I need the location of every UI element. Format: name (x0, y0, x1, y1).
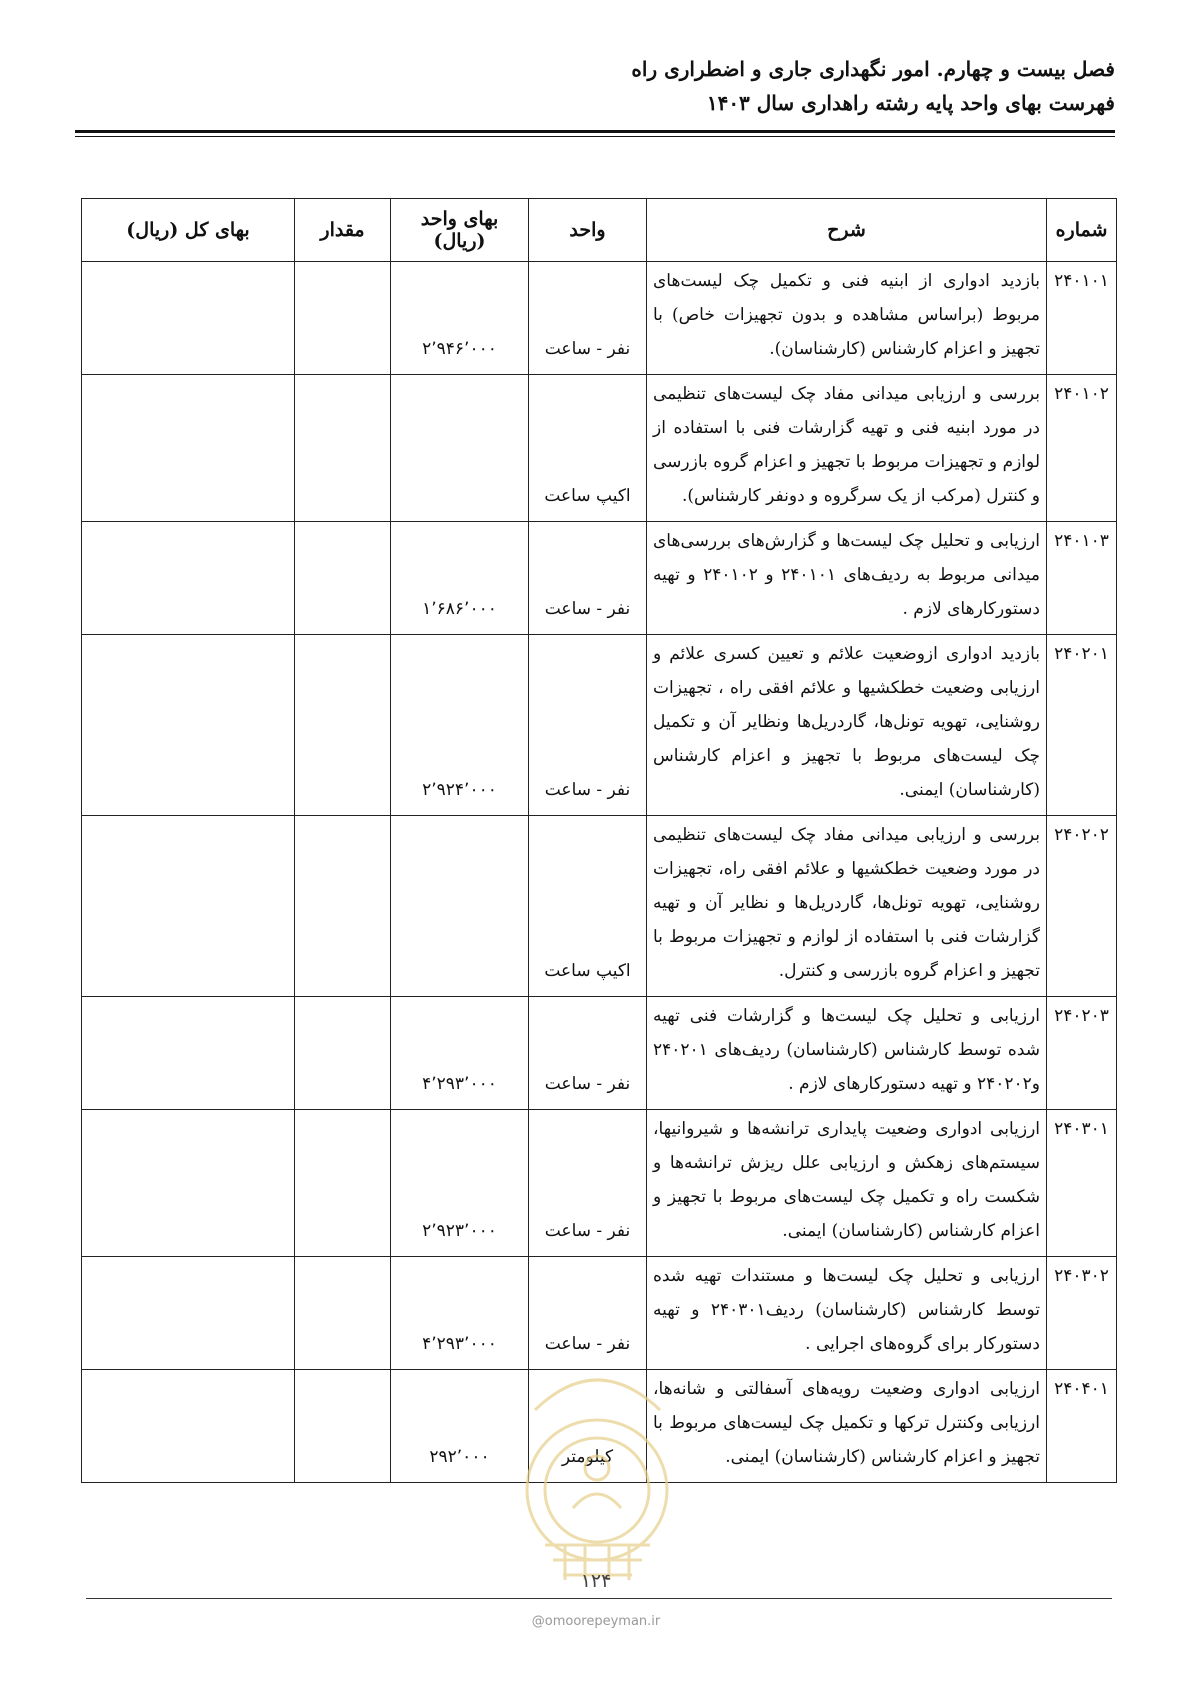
row-description: ارزیابی ادواری وضعیت پایداری ترانشه‌ها و شیروانیها، سیستم‌های زهکش و ارزیابی علل ریزش ترانشه‌ها و شکست راه و تکمیل چک لیست‌های مربوط با تجهیز و اعزام کارشناس (کارشناسان) ایمنی. (647, 1110, 1047, 1257)
page-header (75, 52, 1115, 120)
column-header-unit: واحد (529, 199, 647, 262)
table-row (82, 816, 1117, 997)
row-description: ارزیابی ادواری وضعیت رویه‌های آسفالتی و شانه‌ها، ارزیابی وکنترل ترکها و تکمیل چک لیست‌های مربوط با تجهیز و اعزام کارشناس (کارشناسان) ایمنی. (647, 1370, 1047, 1483)
row-total-price (82, 262, 295, 375)
row-number: ۲۴۰۴۰۱ (1047, 1370, 1117, 1483)
row-number: ۲۴۰۲۰۱ (1047, 635, 1117, 816)
row-unit-price: ۴٬۲۹۳٬۰۰۰ (391, 1257, 529, 1370)
row-unit: نفر - ساعت (529, 262, 647, 375)
price-list-table (81, 198, 1117, 1483)
header-rule-thin (75, 136, 1115, 137)
page-number: ۱۲۴ (580, 1570, 612, 1592)
row-description: ارزیابی و تحلیل چک لیست‌ها و مستندات تهیه شده توسط کارشناس (کارشناسان) ردیف۲۴۰۳۰۱ و تهیه دستورکار برای گروه‌های اجرایی . (647, 1257, 1047, 1370)
row-quantity (295, 522, 391, 635)
row-number: ۲۴۰۱۰۱ (1047, 262, 1117, 375)
row-number: ۲۴۰۳۰۲ (1047, 1257, 1117, 1370)
watermark-seal-icon (505, 1340, 690, 1600)
row-total-price (82, 997, 295, 1110)
row-description: بازدید ادواری از ابنیه فنی و تکمیل چک لیست‌های مربوط (براساس مشاهده و بدون تجهیزات خاص) با تجهیز و اعزام کارشناس (کارشناسان). (647, 262, 1047, 375)
row-unit: نفر - ساعت (529, 635, 647, 816)
row-quantity (295, 816, 391, 997)
row-quantity (295, 1370, 391, 1483)
row-unit: نفر - ساعت (529, 997, 647, 1110)
table-row (82, 375, 1117, 522)
column-header-description: شرح (647, 199, 1047, 262)
row-total-price (82, 375, 295, 522)
row-unit: نفر - ساعت (529, 1257, 647, 1370)
table-header-row (82, 199, 1117, 262)
row-unit-price: ۲٬۹۲۳٬۰۰۰ (391, 1110, 529, 1257)
table-row (82, 997, 1117, 1110)
row-description: ارزیابی و تحلیل چک لیست‌ها و گزارشات فنی تهیه شده توسط کارشناس (کارشناسان) ردیف‌های ۲۴۰۲۰۱ و۲۴۰۲۰۲ و تهیه دستورکارهای لازم . (647, 997, 1047, 1110)
row-unit: اکیپ ساعت (529, 375, 647, 522)
column-header-number: شماره (1047, 199, 1117, 262)
row-total-price (82, 1257, 295, 1370)
row-total-price (82, 1370, 295, 1483)
row-quantity (295, 375, 391, 522)
row-total-price (82, 635, 295, 816)
table-row (82, 1110, 1117, 1257)
website-watermark: @omoorepeyman.ir (531, 1614, 661, 1629)
header-rule-thick (75, 130, 1115, 133)
row-unit: اکیپ ساعت (529, 816, 647, 997)
row-description: بررسی و ارزیابی میدانی مفاد چک لیست‌های تنظیمی در مورد ابنیه فنی و تهیه گزارشات فنی با استفاده از لوازم و تجهیزات مربوط با تجهیز و اعزام گروه بازرسی و کنترل (مرکب از یک سرگروه و دونفر کارشناس). (647, 375, 1047, 522)
row-unit: کیلومتر (529, 1370, 647, 1483)
row-description: بازدید ادواری ازوضعیت علائم و تعیین کسری علائم و ارزیابی وضعیت خطکشیها و علائم افقی راه ، تجهیزات روشنایی، تهویه تونل‌ها، گاردریل‌ها ونظایر آن و تکمیل چک لیست‌های مربوط با تجهیز و اعزام کارشناس (کارشناسان) ایمنی. (647, 635, 1047, 816)
row-unit-price (391, 816, 529, 997)
row-description: بررسی و ارزیابی میدانی مفاد چک لیست‌های تنظیمی در مورد وضعیت خطکشیها و علائم افقی راه، تجهیزات روشنایی، تهویه تونل‌ها، گاردریل‌ها و نظایر آن و تهیه گزارشات فنی با استفاده از لوازم و تجهیزات مربوط با تجهیز و اعزام گروه بازرسی و کنترل. (647, 816, 1047, 997)
row-quantity (295, 635, 391, 816)
row-number: ۲۴۰۲۰۲ (1047, 816, 1117, 997)
row-quantity (295, 1257, 391, 1370)
row-quantity (295, 997, 391, 1110)
row-unit: نفر - ساعت (529, 522, 647, 635)
row-total-price (82, 522, 295, 635)
row-unit-price: ۲۹۲٬۰۰۰ (391, 1370, 529, 1483)
document-subtitle: فهرست بهای واحد پایه رشته راهداری سال ۱۴۰۳ (706, 91, 1115, 115)
table-row (82, 522, 1117, 635)
row-number: ۲۴۰۱۰۳ (1047, 522, 1117, 635)
row-quantity (295, 1110, 391, 1257)
row-unit-price: ۱٬۶۸۶٬۰۰۰ (391, 522, 529, 635)
chapter-title: فصل بیست و چهارم. امور نگهداری جاری و اضطراری راه (631, 57, 1115, 81)
row-unit-price: ۲٬۹۲۴٬۰۰۰ (391, 635, 529, 816)
column-header-quantity: مقدار (295, 199, 391, 262)
footer-rule (86, 1598, 1112, 1599)
column-header-unit-price: بهای واحد (ریال) (391, 199, 529, 262)
row-unit-price: ۲٬۹۴۶٬۰۰۰ (391, 262, 529, 375)
row-unit-price: ۴٬۲۹۳٬۰۰۰ (391, 997, 529, 1110)
row-number: ۲۴۰۲۰۳ (1047, 997, 1117, 1110)
table-row (82, 262, 1117, 375)
row-total-price (82, 816, 295, 997)
row-number: ۲۴۰۳۰۱ (1047, 1110, 1117, 1257)
table-row (82, 635, 1117, 816)
row-description: ارزیابی و تحلیل چک لیست‌ها و گزارش‌های بررسی‌های میدانی مربوط به ردیف‌های ۲۴۰۱۰۱ و ۲۴۰۱۰۲ و تهیه دستورکارهای لازم . (647, 522, 1047, 635)
row-unit-price (391, 375, 529, 522)
row-number: ۲۴۰۱۰۲ (1047, 375, 1117, 522)
row-quantity (295, 262, 391, 375)
row-total-price (82, 1110, 295, 1257)
column-header-total-price: بهای کل (ریال) (82, 199, 295, 262)
row-unit: نفر - ساعت (529, 1110, 647, 1257)
